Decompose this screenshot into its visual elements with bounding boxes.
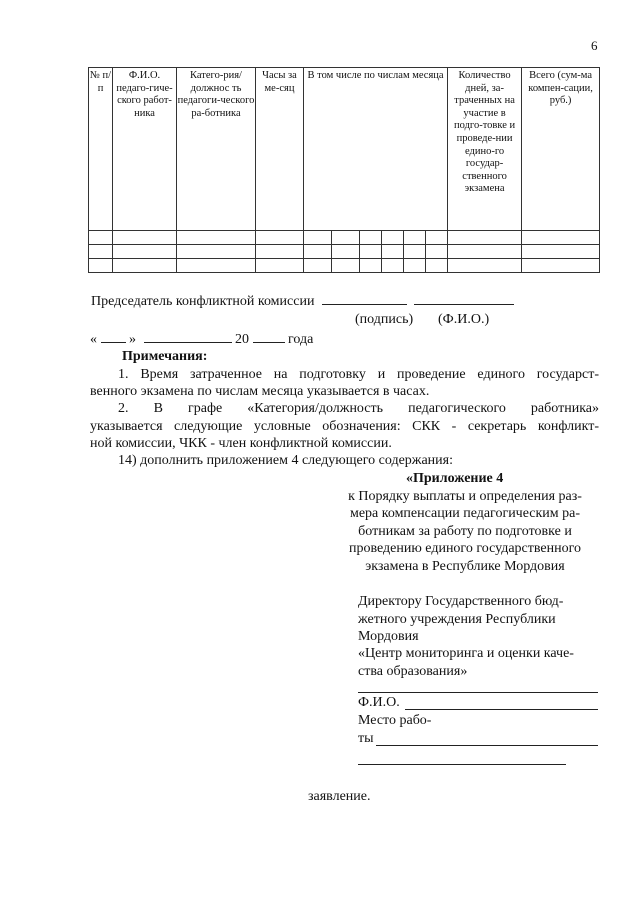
address-line: «Центр мониторинга и оценки каче- (358, 646, 574, 661)
signature-blank (322, 292, 407, 305)
notes-title: Примечания: (122, 349, 208, 364)
day-blank (101, 330, 126, 343)
appendix-line: ботникам за работу по подготовке и (358, 524, 572, 539)
header-total: Всего (сум-ма компен-сации, руб.) (522, 68, 600, 231)
address-line: Мордовия (358, 629, 419, 644)
chair-signature-line (91, 292, 514, 310)
chair-label: Председатель конфликтной комиссии (91, 294, 315, 309)
appendix-line: экзамена в Республике Мордовия (365, 559, 565, 574)
month-blank (144, 330, 232, 343)
date-line: « » 20 года (90, 332, 314, 347)
appendix-title: «Приложение 4 (406, 471, 504, 486)
workplace-label: Место рабо- (358, 713, 432, 728)
note2-line3: ной комиссии, ЧКК - член конфликтной комиссии. (90, 436, 392, 451)
note2-line1: 2. В графе «Категория/должность педагогического работника» (118, 401, 599, 416)
statement-word: заявление. (308, 789, 371, 804)
address-line: жетного учреждения Республики (358, 612, 556, 627)
header-hours: Часы за ме-сяц (256, 68, 304, 231)
fio-label: Ф.И.О. (358, 695, 400, 710)
blank-line (358, 692, 598, 693)
note2-line2: указывается следующие условные обозначения: СКК - секретарь конфликт- (90, 419, 599, 434)
year-blank (253, 330, 285, 343)
header-category: Катего-рия/должнос ть педагоги-ческого ра-ботника (177, 68, 256, 231)
appendix-line: проведению единого государственного (348, 541, 582, 556)
header-fio: Ф.И.О. педаго-гиче-ского работ-ника (113, 68, 177, 231)
note1-line1: 1. Время затраченное на подготовку и проведение единого государст- (118, 367, 599, 382)
appendix-line: мера компенсации педагогическим ра- (349, 506, 581, 521)
table-row (89, 231, 600, 245)
note1-line2: венного экзамена по числам месяца указывается в часах. (90, 384, 430, 399)
header-by-dates: В том числе по числам месяца (304, 68, 448, 231)
header-number: № п/п (89, 68, 113, 231)
name-blank (414, 292, 514, 305)
table-row (89, 259, 600, 273)
item-14: 14) дополнить приложением 4 следующего содержания: (118, 453, 453, 468)
signature-caption: (подпись) (355, 312, 414, 327)
name-caption: (Ф.И.О.) (438, 312, 490, 327)
address-line: ства образования» (358, 664, 468, 679)
workplace-label-2: ты (358, 731, 374, 746)
compensation-table (88, 67, 600, 273)
fio-blank-line (405, 709, 598, 710)
table-row (89, 245, 600, 259)
appendix-line: к Порядку выплаты и определения раз- (348, 489, 582, 504)
address-line: Директору Государственного бюд- (358, 594, 564, 609)
workplace-blank-line (376, 745, 598, 746)
header-days: Количество дней, за-траченных на участие в подго-товке и проведе-нии едино-го государ-ственного экзамена (448, 68, 522, 231)
blank-line (358, 764, 566, 765)
page-number: 6 (591, 38, 598, 53)
